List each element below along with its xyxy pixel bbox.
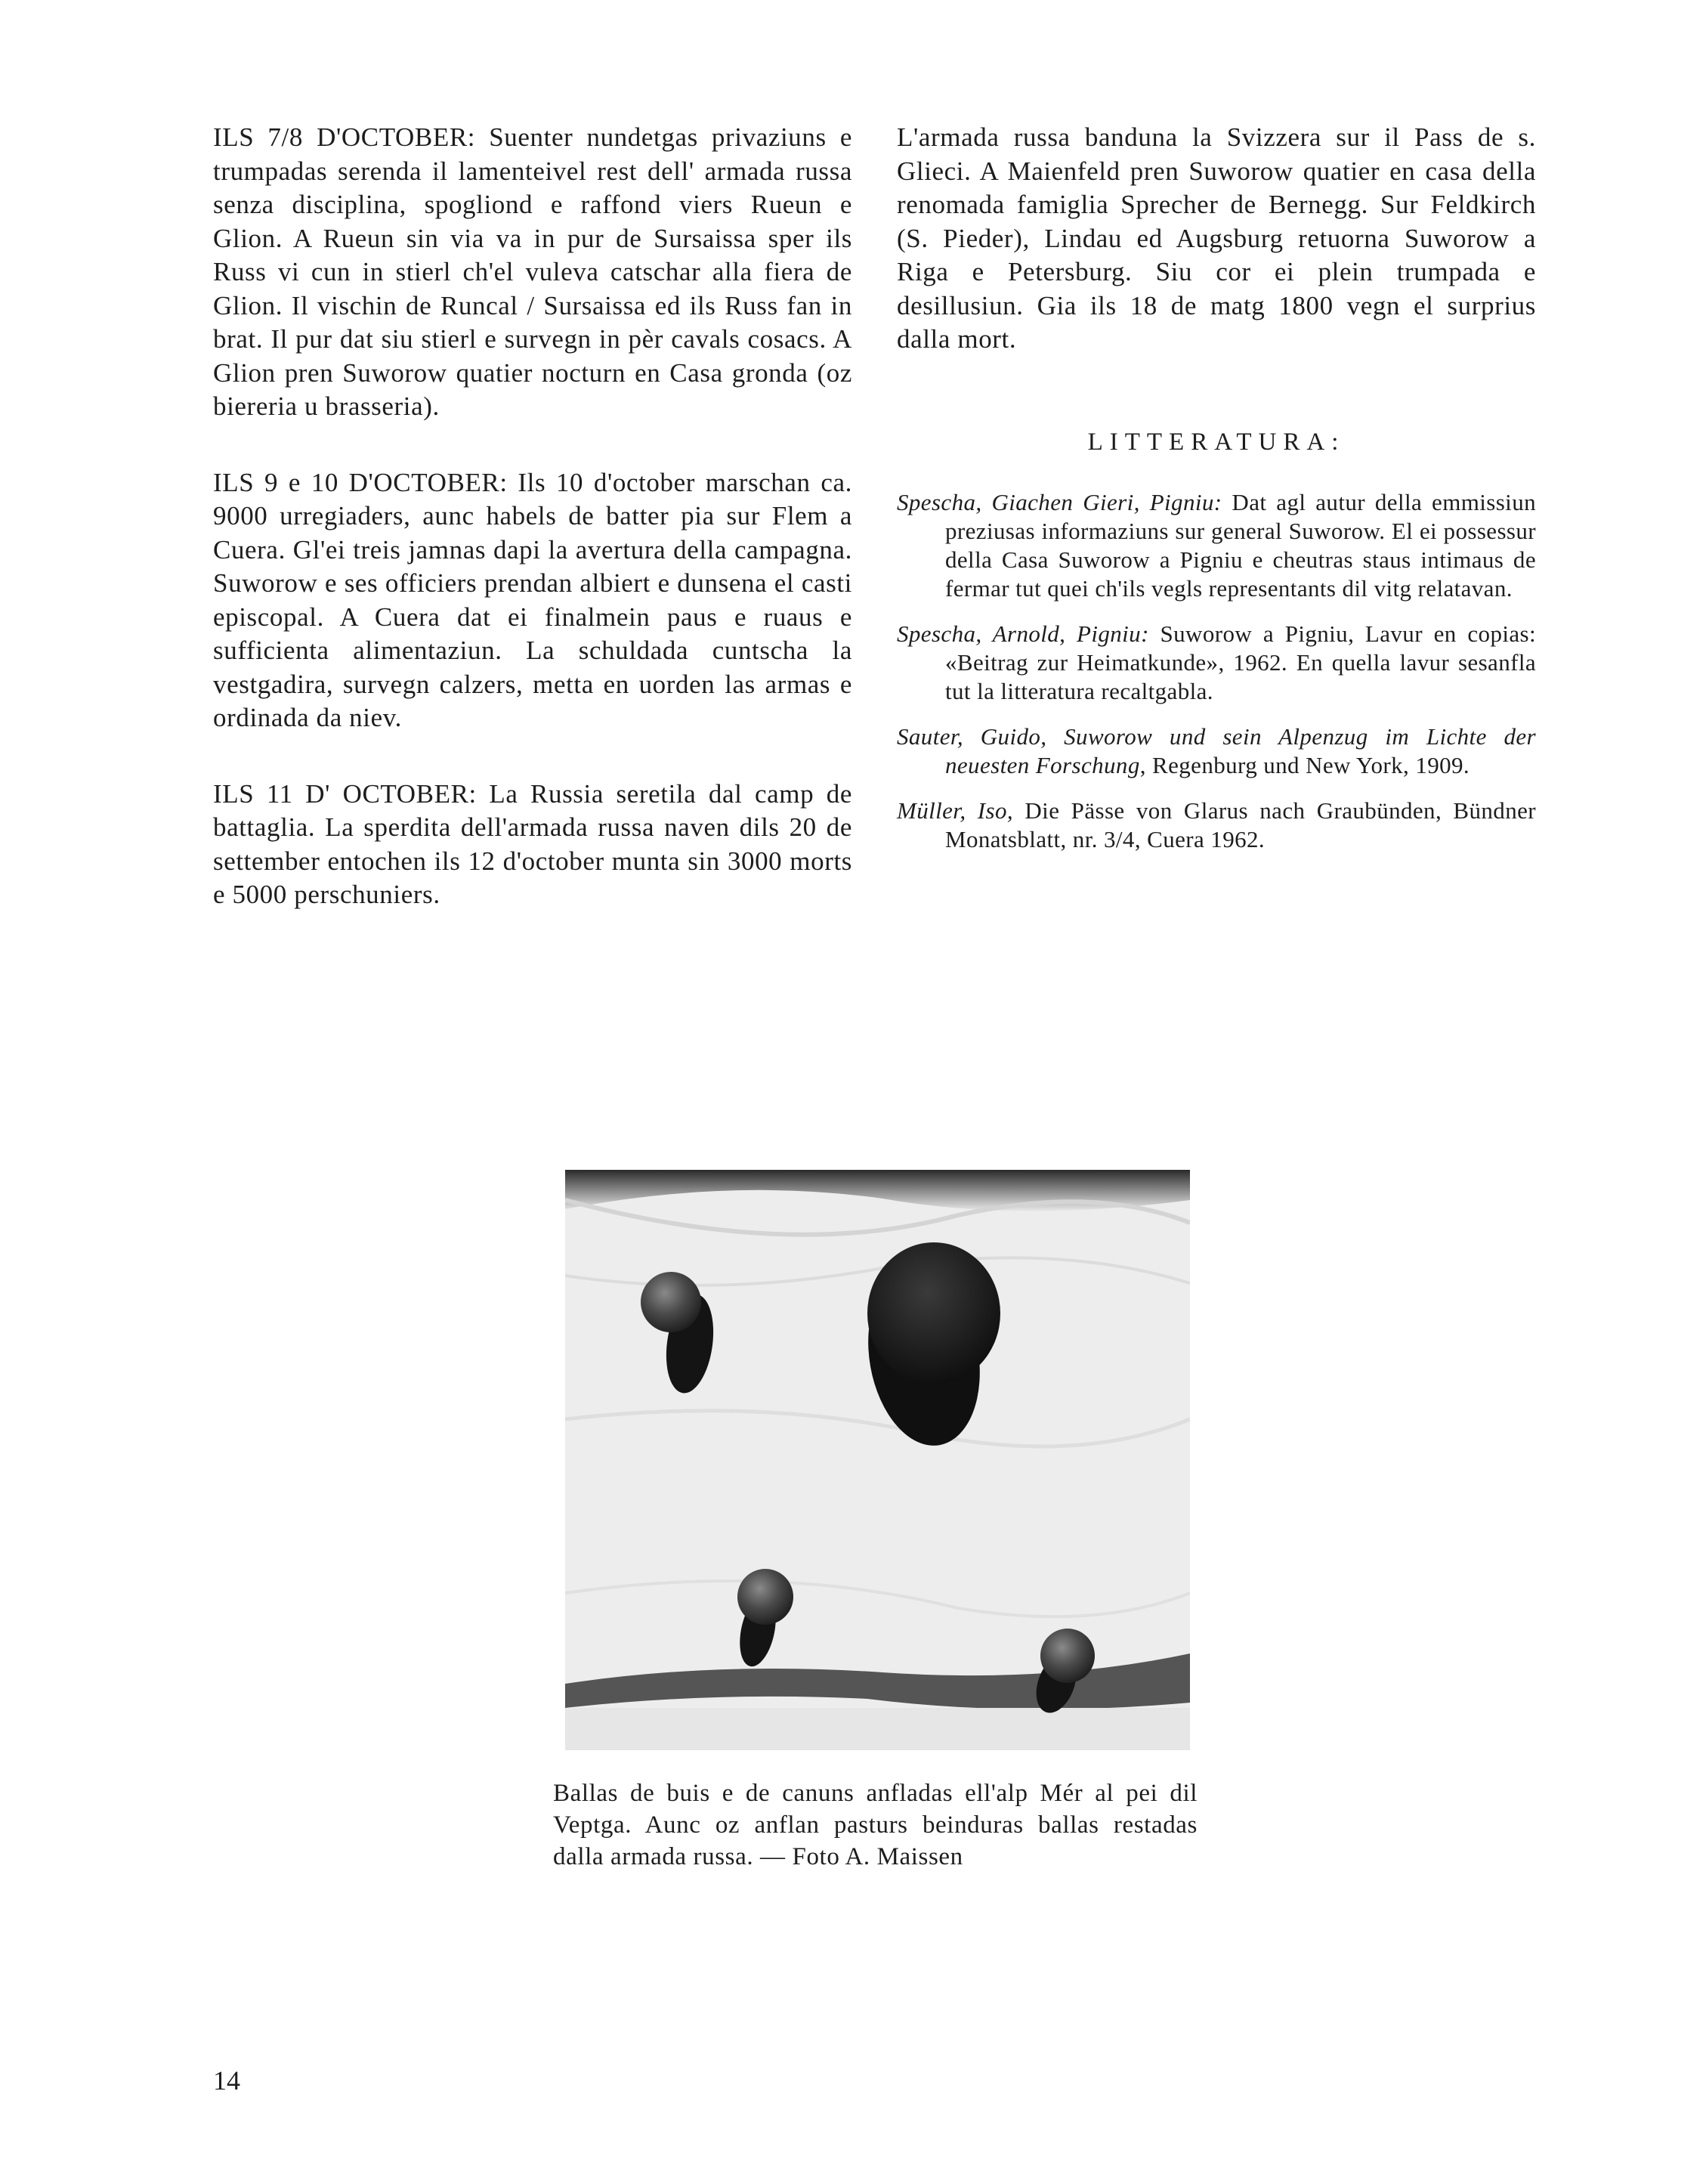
- reference-item: [897, 722, 1536, 780]
- literature-heading: LITTERATURA:: [1087, 428, 1346, 456]
- reference-text: , Regenburg und New York, 1909.: [1139, 751, 1470, 778]
- left-column: [213, 121, 852, 954]
- reference-item: [897, 620, 1536, 706]
- reference-text: Dat agl autur della emmissiun preziusas informaziuns sur general Suworow. El ei possessur della Casa Suworow a Pigniu e cheutras staus intimaus de fermar tut quei ch'ils vegls representants dil vitg relatavan.: [945, 488, 1536, 602]
- cannonball-photo: [565, 1170, 1190, 1750]
- reference-title: Suworow und sein Alpenzug im Lichte der neuesten Forschung: [945, 722, 1536, 778]
- reference-item: [897, 797, 1536, 854]
- paragraph-oct-11: ILS 11 D' OCTOBER: La Russia seretila dal camp de battaglia. La sperdita dell'armada russa naven dils 20 de settember entochen ils 12 d'october munta sin 3000 morts e 5000 perschuniers.: [213, 778, 852, 909]
- paragraph-oct-7-8: ILS 7/8 D'OCTOBER: Suenter nundetgas privaziuns e trumpadas serenda il lamenteivel rest dell' armada russa senza disciplina, spogliond e raffond viers Rueun e Glion. A Rueun sin via va in pur de Sursaissa sper ils Russ vi cun in stierl ch'el vuleva catschar alla fiera de Glion. Il vischin de Runcal / Sursaissa ed ils Russ fan in brat. Il pur dat siu stierl e survegn in pèr cavals cosacs. A Glion pren Suworow quatier nocturn en Casa gronda (oz biereria u brasseria).: [213, 122, 852, 421]
- reference-text: Die Pässe von Glarus nach Graubünden, Bündner Monatsblatt, nr. 3/4, Cuera 1962.: [945, 797, 1536, 852]
- paragraph-oct-9-10: ILS 9 e 10 D'OCTOBER: Ils 10 d'october marschan ca. 9000 urregiaders, aunc habels de batter pia sur Flem a Cuera. Gl'ei treis jamnas dapi la avertura della campagna. Suworow e ses officiers prendan albiert e dunsena el casti episcopal. A Cuera dat ei finalmein paus e ruaus e sufficienta alimentaziun. La schuldada cuntscha la vestgadira, survegn calzers, metta en uorden las armas e ordinada da niev.: [213, 467, 852, 732]
- photo-caption: Ballas de buis e de canuns anfladas ell'alp Mér al pei dil Veptga. Aunc oz anflan pasturs beinduras ballas restadas dalla armada russa. — Foto A. Maissen: [553, 1780, 1198, 1870]
- reference-author: Sauter, Guido,: [897, 722, 1047, 750]
- reference-item: [897, 488, 1536, 603]
- page-number: 14: [213, 2065, 240, 2096]
- cannonball-photo-image: [565, 1170, 1190, 1750]
- reference-author: Müller, Iso,: [897, 797, 1014, 824]
- reference-author: Spescha, Giachen Gieri, Pigniu:: [897, 488, 1222, 515]
- reference-author: Spescha, Arnold, Pigniu:: [897, 620, 1149, 647]
- right-column: [897, 121, 1536, 871]
- paragraph-retreat: L'armada russa banduna la Svizzera sur il Pass de s. Glieci. A Maienfeld pren Suworow quatier en casa della renomada famiglia Sprecher de Bernegg. Sur Feldkirch (S. Pieder), Lindau ed Augsburg retuorna Suworow a Riga e Petersburg. Siu cor ei plein trumpada e desillusiun. Gia ils 18 de matg 1800 vegn el surprius dalla mort.: [897, 122, 1536, 354]
- reference-text: Suworow a Pigniu, Lavur en copias: «Beitrag zur Heimatkunde», 1962. En quella lavur sesanfla tut la litteratura recaltgabla.: [945, 620, 1536, 704]
